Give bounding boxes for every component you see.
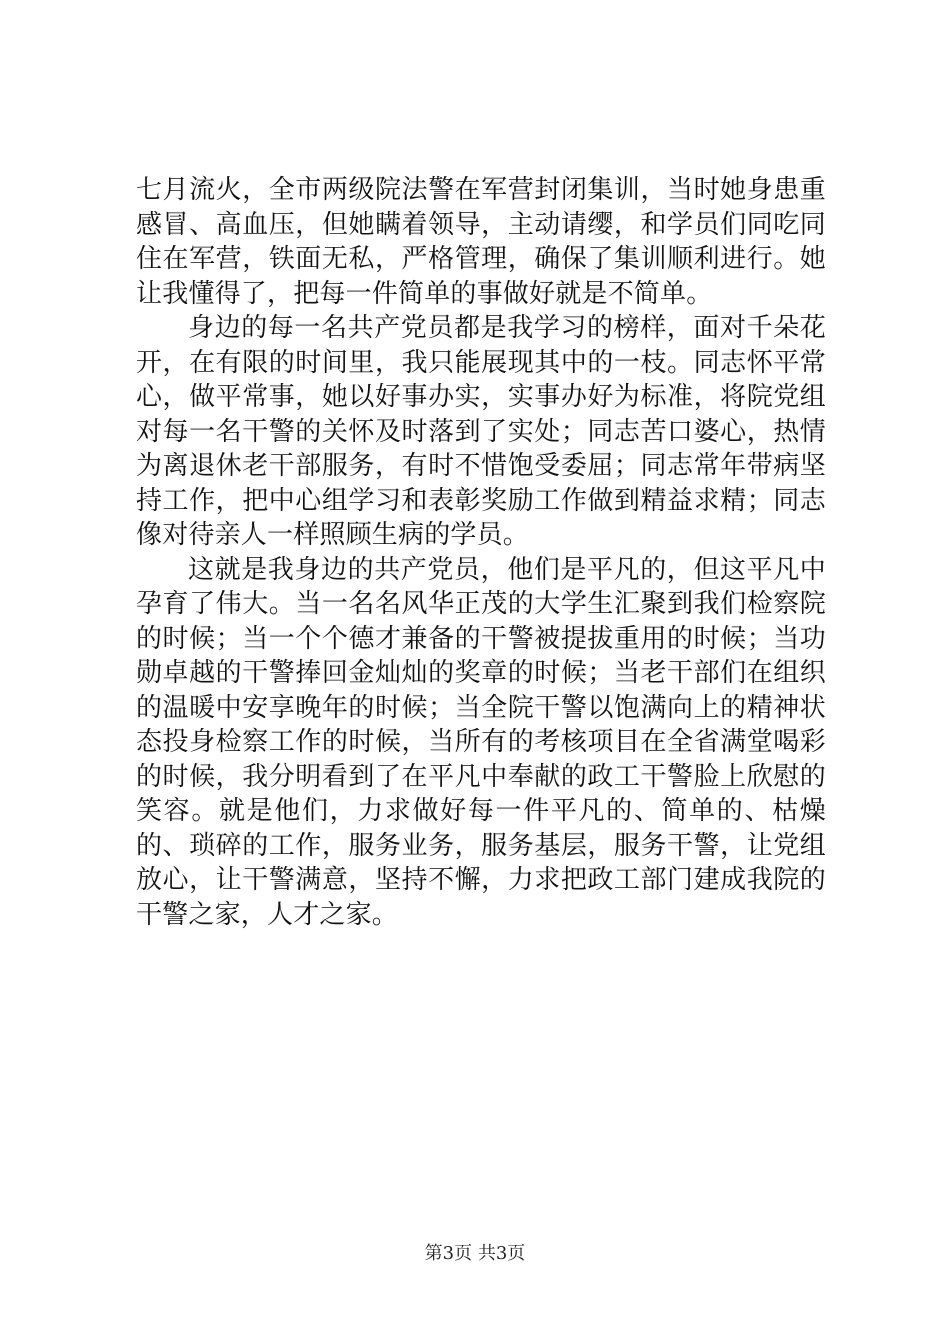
paragraph-3: 这就是我身边的共产党员，他们是平凡的，但这平凡中孕育了伟大。当一名名风华正茂的大学生汇聚到我们检察院的时候；当一个个德才兼备的干警被提拔重用的时候；当功勋卓越的干警捧回金灿灿的奖章的时候；当老干部们在组织的温暖中安享晚年的时候；当全院干警以饱满向上的精神状态投身检察工作的时候，当所有的考核项目在全省满堂喝彩的时候，我分明看到了在平凡中奉献的政工干警脸上欣慰的笑容。就是他们，力求做好每一件平凡的、简单的、枯燥的、琐碎的工作，服务业务，服务基层，服务干警，让党组放心，让干警满意，坚持不懈，力求把政工部门建成我院的干警之家，人才之家。 [136,554,826,930]
paragraph-1: 七月流火，全市两级院法警在军营封闭集训，当时她身患重感冒、高血压，但她瞒着领导，主动请缨，和学员们同吃同住在军营，铁面无私，严格管理，确保了集训顺利进行。她让我懂得了，把每一件简单的事做好就是不简单。 [136,175,826,309]
document-body [136,173,826,932]
page-number-footer: 第3页 共3页 [424,1243,526,1264]
paragraph-2: 身边的每一名共产党员都是我学习的榜样，面对千朵花开，在有限的时间里，我只能展现其中的一枝。同志怀平常心，做平常事，她以好事办实，实事办好为标准，将院党组对每一名干警的关怀及时落到了实处；同志苦口婆心，热情为离退休老干部服务，有时不惜饱受委屈；同志常年带病坚持工作，把中心组学习和表彰奖励工作做到精益求精；同志像对待亲人一样照顾生病的学员。 [136,313,826,550]
